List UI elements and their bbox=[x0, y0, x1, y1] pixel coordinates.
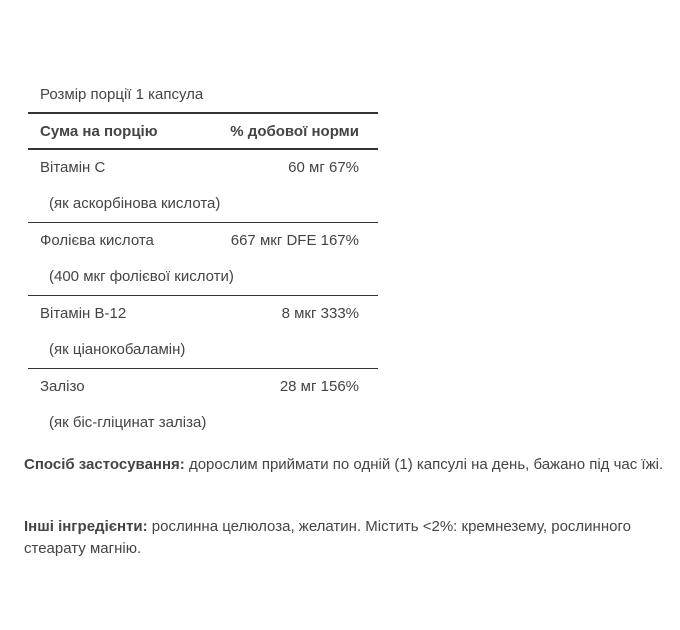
usage-label: Спосіб застосування: bbox=[24, 456, 185, 473]
amount-per-serving-header: Сума на порцію bbox=[40, 123, 158, 140]
nutrient-name: Вітамін С bbox=[40, 159, 106, 176]
nutrient-amount: 28 мг 156% bbox=[279, 378, 359, 395]
nutrient-amount: 8 мкг 333% bbox=[281, 305, 359, 322]
ingredients-label: Інші інгредієнти: bbox=[24, 518, 148, 535]
nutrient-note: (як ціанокобаламін) bbox=[49, 341, 186, 358]
table-header bbox=[28, 114, 378, 150]
nutrient-name: Фолієва кислота bbox=[40, 232, 154, 249]
supplement-facts-table bbox=[28, 76, 378, 442]
nutrient-row-iron bbox=[28, 369, 378, 442]
nutrient-amount: 667 мкг DFE 167% bbox=[230, 232, 359, 249]
nutrient-row-vitamin-b12 bbox=[28, 296, 378, 369]
nutrient-row-folic-acid bbox=[28, 223, 378, 296]
nutrient-note: (400 мкг фолієвої кислоти) bbox=[49, 268, 234, 285]
nutrient-name: Залізо bbox=[40, 378, 85, 395]
ingredients-paragraph bbox=[24, 516, 664, 560]
nutrient-note: (як біс-гліцинат заліза) bbox=[49, 414, 207, 431]
usage-paragraph bbox=[24, 454, 664, 476]
daily-value-header: % добової норми bbox=[230, 123, 359, 140]
nutrient-amount: 60 мг 67% bbox=[288, 159, 359, 176]
usage-text: дорослим приймати по одній (1) капсулі на день, бажано під час їжі. bbox=[184, 456, 664, 473]
ingredients-text: рослинна целюлоза, желатин. Містить <2%: кремнезему, рослинного стеарату магнію. bbox=[24, 518, 631, 557]
nutrient-note: (як аскорбінова кислота) bbox=[49, 195, 221, 212]
serving-size: Розмір порції 1 капсула bbox=[28, 76, 378, 114]
nutrient-name: Вітамін B-12 bbox=[40, 305, 127, 322]
nutrient-row-vitamin-c bbox=[28, 150, 378, 223]
